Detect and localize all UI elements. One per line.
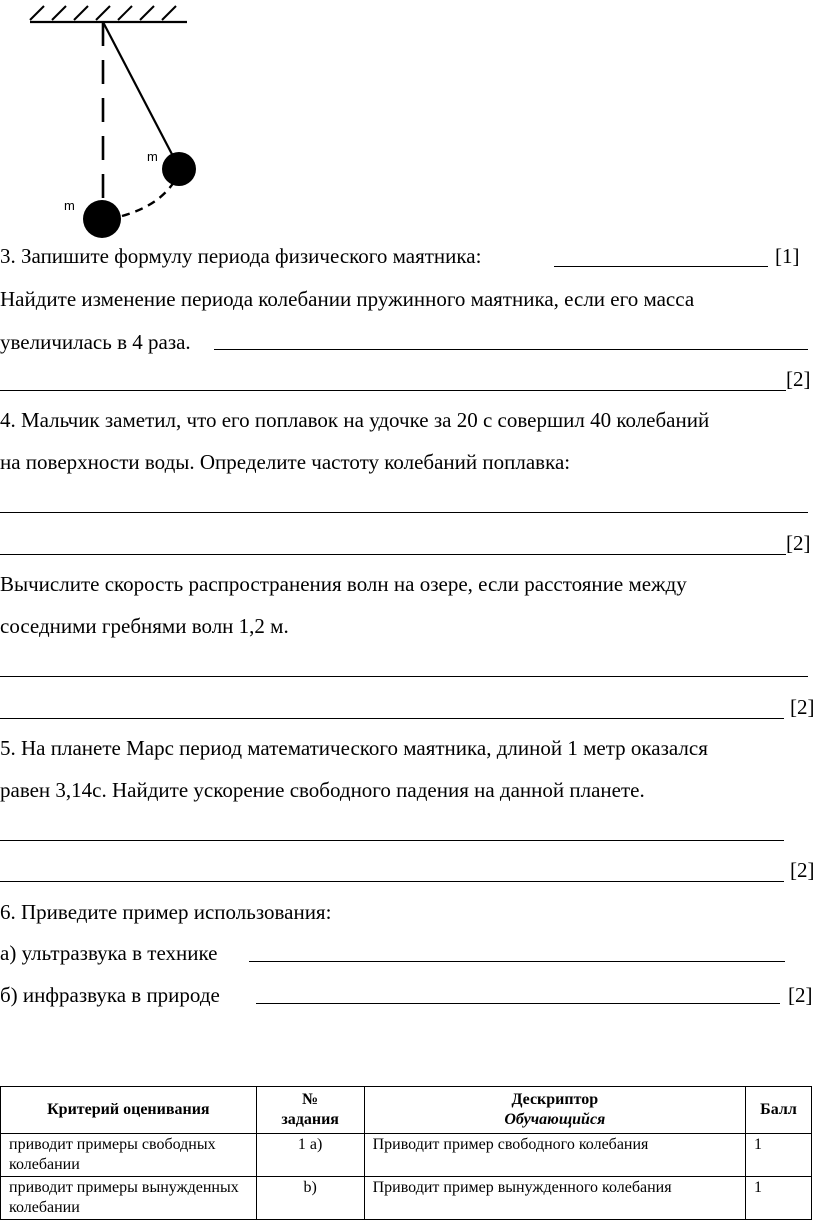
- table-row: [1, 1177, 812, 1220]
- q6-item-a: а) ультразвука в технике: [0, 941, 218, 965]
- row-criterion: приводит примеры свободных колебании: [1, 1134, 257, 1177]
- q4-answer-line-3[interactable]: [0, 676, 808, 677]
- q6-item-b: б) инфразвука в природе: [0, 983, 220, 1007]
- q3-answer-line-2[interactable]: [214, 349, 808, 350]
- pendulum-diagram: [0, 0, 200, 240]
- q3-answer-line-3[interactable]: [0, 390, 786, 391]
- q5-answer-line-1[interactable]: [0, 840, 784, 841]
- q4-text-line-2: на поверхности воды. Определите частоту колебаний поплавка:: [0, 450, 571, 474]
- q3-prompt: 3. Запишите формулу периода физического маятника:: [0, 244, 482, 268]
- header-descriptor: [364, 1087, 745, 1134]
- header-descriptor-sub: Обучающийся: [504, 1111, 606, 1128]
- row-task: 1 а): [256, 1134, 364, 1177]
- header-criterion: Критерий оценивания: [1, 1087, 257, 1134]
- q6-answer-line-b[interactable]: [256, 1003, 780, 1004]
- q5-text-line-2: равен 3,14с. Найдите ускорение свободного падения на данной планете.: [0, 778, 645, 802]
- header-task-number: [256, 1087, 364, 1134]
- q6-text-line-1: 6. Приведите пример использования:: [0, 900, 332, 924]
- q4-answer-line-1[interactable]: [0, 512, 808, 513]
- q5-answer-line-2[interactable]: [0, 881, 784, 882]
- pendulum-bob-deflected: [162, 152, 196, 186]
- criteria-table: [0, 1086, 812, 1220]
- q6-mark: [2]: [788, 983, 813, 1007]
- swing-arc: [122, 182, 174, 216]
- row-score: 1: [746, 1134, 812, 1177]
- q4-text-line-1: 4. Мальчик заметил, что его поплавок на удочке за 20 с совершил 40 колебаний: [0, 408, 710, 432]
- table-row: [1, 1134, 812, 1177]
- q6-answer-line-a[interactable]: [249, 961, 785, 962]
- q3-mark-1: [1]: [775, 244, 800, 268]
- pendulum-bob-rest: [83, 200, 121, 238]
- pendulum-string: [103, 22, 175, 160]
- q3-text-line-3: увеличилась в 4 раза.: [0, 330, 191, 354]
- q5-mark: [2]: [790, 858, 815, 882]
- row-descriptor: Приводит пример вынужденного колебания: [364, 1177, 745, 1220]
- mass-label-rest: m: [64, 198, 75, 213]
- table-header-row: [1, 1087, 812, 1134]
- row-score: 1: [746, 1177, 812, 1220]
- q4-answer-line-2[interactable]: [0, 554, 786, 555]
- row-criterion: приводит примеры вынужденных колебании: [1, 1177, 257, 1220]
- q5-text-line-1: 5. На планете Марс период математического маятника, длиной 1 метр оказался: [0, 736, 708, 760]
- header-score: Балл: [746, 1087, 812, 1134]
- q3-mark-2: [2]: [786, 367, 811, 391]
- q3-answer-line-1[interactable]: [554, 266, 768, 267]
- q4-text-line-4: соседними гребнями волн 1,2 м.: [0, 614, 289, 638]
- header-task-number-line2: задания: [281, 1111, 339, 1128]
- q4-mark-1: [2]: [786, 531, 811, 555]
- row-descriptor: Приводит пример свободного колебания: [364, 1134, 745, 1177]
- header-descriptor-title: Дескриптор: [511, 1091, 599, 1108]
- header-task-number-line1: №: [302, 1091, 319, 1108]
- q4-mark-2: [2]: [790, 695, 815, 719]
- q4-text-line-3: Вычислите скорость распространения волн на озере, если расстояние между: [0, 572, 687, 596]
- ceiling-hatching: [30, 6, 176, 20]
- q3-text-line-2: Найдите изменение периода колебании пружинного маятника, если его масса: [0, 287, 695, 311]
- mass-label-deflected: m: [147, 149, 158, 164]
- row-task: b): [256, 1177, 364, 1220]
- q4-answer-line-4[interactable]: [0, 718, 784, 719]
